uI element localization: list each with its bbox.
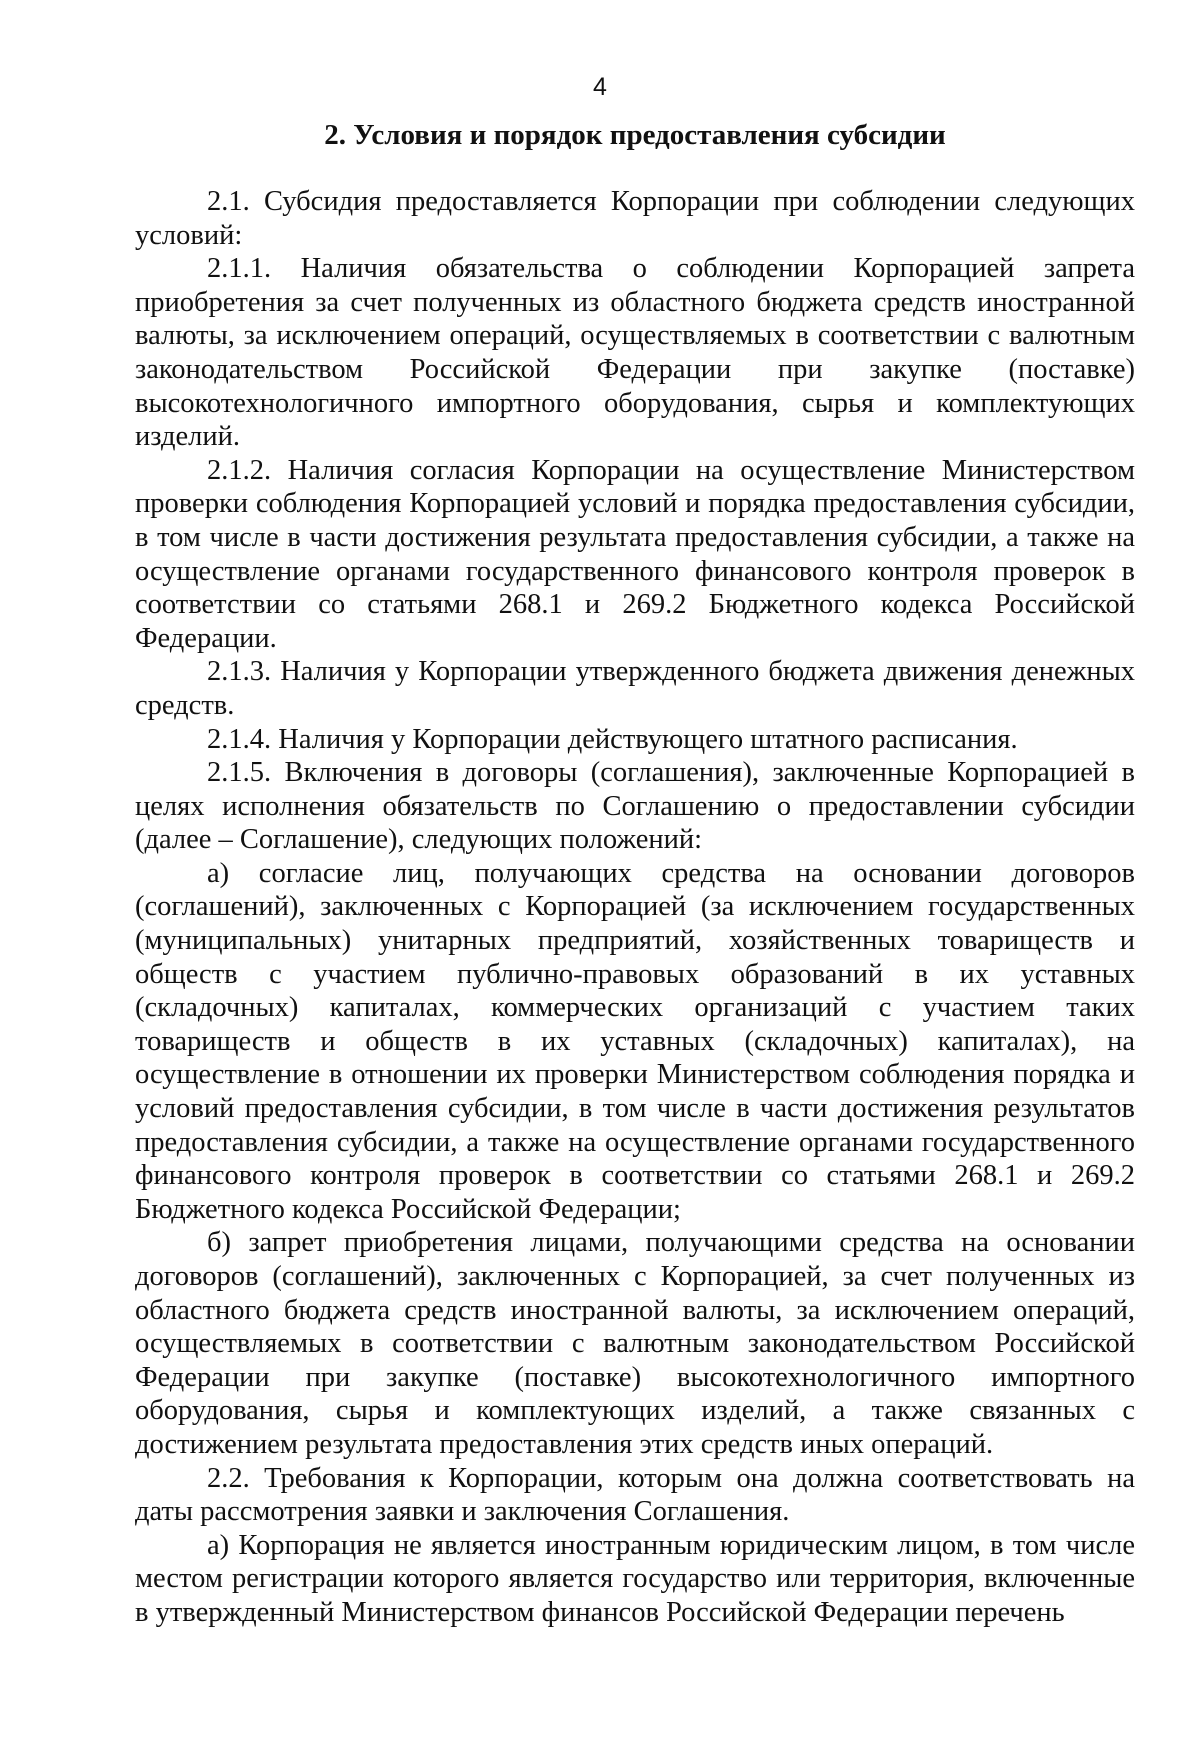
document-body bbox=[135, 185, 1135, 1630]
paragraph-2-2-item-a: а) Корпорация не является иностранным юридическим лицом, в том числе местом регистрации которого является государство или территория, включенные в утвержденный Министерством финансов Российской Федерации перечень bbox=[135, 1529, 1135, 1628]
paragraph-2-2: 2.2. Требования к Корпорации, которым она должна соответствовать на даты рассмотрения заявки и заключения Соглашения. bbox=[135, 1462, 1135, 1528]
paragraph-2-1-5: 2.1.5. Включения в договоры (соглашения), заключенные Корпорацией в целях исполнения обязательств по Соглашению о предоставлении субсидии (далее – Соглашение), следующих положений: bbox=[135, 757, 1135, 856]
paragraph-2-1-2: 2.1.2. Наличия согласия Корпорации на осуществление Министерством проверки соблюдения Корпорацией условий и порядка предоставления субсидии, в том числе в части достижения результата предоставления субсидии, а также на осуществление органами государственного финансового контроля проверок в соответствии со статьями 268.1 и 269.2 Бюджетного кодекса Российской Федерации. bbox=[135, 454, 1135, 654]
paragraph-2-1: 2.1. Субсидия предоставляется Корпорации при соблюдении следующих условий: bbox=[135, 186, 1135, 251]
paragraph-item-b: б) запрет приобретения лицами, получающими средства на основании договоров (соглашений), заключенных с Корпорацией, за счет полученных из областного бюджета средств иностранной валюты, за исключением операций, осуществляемых в соответствии с валютным законодательством Российской Федерации при закупке (поставке) высокотехнологичного импортного оборудования, сырья и комплектующих изделий, а также связанных с достижением результата предоставления этих средств иных операций. bbox=[135, 1227, 1135, 1460]
paragraph-item-a: а) согласие лиц, получающих средства на основании договоров (соглашений), заключенных с Корпорацией (за исключением государственных (муниципальных) унитарных предприятий, хозяйственных товариществ и обществ с участием публично-правовых образований в их уставных (складочных) капиталах, коммерческих организаций с участием таких товариществ и обществ в их уставных (складочных) капиталах), на осуществление в отношении их проверки Министерством соблюдения порядка и условий предоставления субсидии, в том числе в части достижения результатов предоставления субсидии, а также на осуществление органами государственного финансового контроля проверок в соответствии со статьями 268.1 и 269.2 Бюджетного кодекса Российской Федерации; bbox=[135, 857, 1135, 1225]
section-title: 2. Условия и порядок предоставления субсидии bbox=[324, 119, 946, 151]
paragraph-2-1-1: 2.1.1. Наличия обязательства о соблюдении Корпорацией запрета приобретения за счет полученных из областного бюджета средств иностранной валюты, за исключением операций, осуществляемых в соответствии с валютным законодательством Российской Федерации при закупке (поставке) высокотехнологичного импортного оборудования, сырья и комплектующих изделий. bbox=[135, 253, 1135, 453]
paragraph-2-1-3: 2.1.3. Наличия у Корпорации утвержденного бюджета движения денежных средств. bbox=[135, 656, 1135, 721]
page-number: 4 bbox=[593, 73, 607, 101]
paragraph-2-1-4: 2.1.4. Наличия у Корпорации действующего штатного расписания. bbox=[207, 723, 1018, 755]
